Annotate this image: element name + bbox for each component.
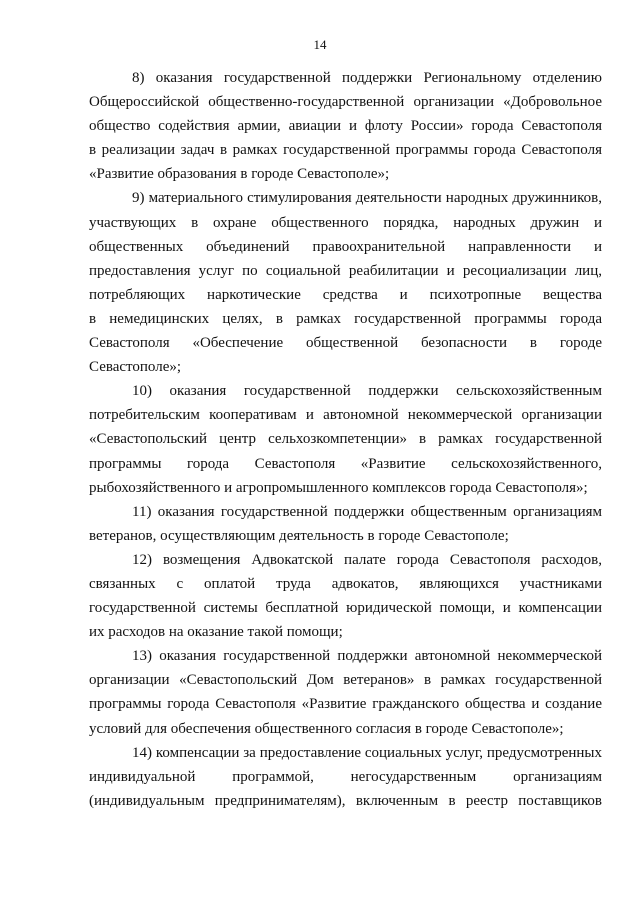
paragraph-line: 10) оказания государственной поддержки сельскохозяйственным — [132, 383, 602, 400]
paragraph-item-7 — [89, 741, 602, 813]
paragraph-line: потребляющих наркотические средства и психотропные вещества — [89, 286, 602, 303]
paragraph-line: потребительским кооперативам и автономной некоммерческой организации — [89, 407, 602, 424]
paragraph-line: в реализации задач в рамках государственной программы города Севастополя — [89, 142, 602, 159]
paragraph-line: предоставления услуг по социальной реабилитации и ресоциализации лиц, — [89, 262, 602, 279]
paragraph-line: 11) оказания государственной поддержки общественным организациям — [132, 503, 602, 520]
document-body — [89, 66, 602, 813]
paragraph-line: в немедицинских целях, в рамках государственной программы города — [89, 310, 602, 327]
paragraph-line: условий для обеспечения общественного согласия в городе Севастополе»; — [89, 720, 564, 737]
paragraph-line: государственной системы бесплатной юридической помощи, и компенсации — [89, 600, 602, 617]
paragraph-line: «Севастопольский центр сельхозкомпетенции» в рамках государственной — [89, 431, 602, 448]
paragraph-line: их расходов на оказание такой помощи; — [89, 624, 343, 641]
paragraph-line: общественных объединений правоохранительной направленности и — [89, 238, 602, 255]
paragraph-line: индивидуальной программой, негосударственным организациям — [89, 768, 602, 785]
paragraph-line: Севастополе»; — [89, 359, 182, 376]
paragraph-line: рыбохозяйственного и агропромышленного комплексов города Севастополя»; — [89, 479, 588, 496]
paragraph-item-6 — [89, 644, 602, 740]
paragraph-item-4 — [89, 500, 602, 548]
paragraph-line: 13) оказания государственной поддержки автономной некоммерческой — [132, 648, 602, 665]
paragraph-line: 14) компенсации за предоставление социальных услуг, предусмотренных — [132, 744, 602, 761]
page-number: 14 — [313, 37, 327, 52]
paragraph-line: программы города Севастополя «Развитие сельскохозяйственного, — [89, 455, 602, 472]
paragraph-line: (индивидуальным предпринимателям), включенным в реестр поставщиков — [89, 792, 602, 809]
paragraph-line: общество содействия армии, авиации и флоту России» города Севастополя — [89, 118, 602, 135]
paragraph-item-2 — [89, 186, 602, 379]
paragraph-item-5 — [89, 548, 602, 644]
paragraph-line: «Развитие образования в городе Севастополе»; — [89, 166, 390, 183]
paragraph-line: 12) возмещения Адвокатской палате города Севастополя расходов, — [132, 551, 602, 568]
paragraph-line: программы города Севастополя «Развитие гражданского общества и создание — [89, 696, 602, 713]
paragraph-item-1 — [89, 66, 602, 186]
paragraph-line: ветеранов, осуществляющим деятельность в городе Севастополе; — [89, 527, 509, 544]
paragraph-line: Севастополя «Обеспечение общественной безопасности в городе — [89, 335, 602, 352]
paragraph-line: организации «Севастопольский Дом ветеранов» в рамках государственной — [89, 672, 602, 689]
paragraph-line: участвующих в охране общественного порядка, народных дружин и — [89, 214, 602, 231]
paragraph-line: Общероссийской общественно-государственной организации «Добровольное — [89, 94, 602, 111]
paragraph-line: 9) материального стимулирования деятельности народных дружинников, — [132, 190, 602, 207]
paragraph-line: 8) оказания государственной поддержки Региональному отделению — [132, 70, 602, 86]
paragraph-item-3 — [89, 379, 602, 499]
paragraph-line: связанных с оплатой труда адвокатов, являющихся участниками — [89, 575, 602, 592]
